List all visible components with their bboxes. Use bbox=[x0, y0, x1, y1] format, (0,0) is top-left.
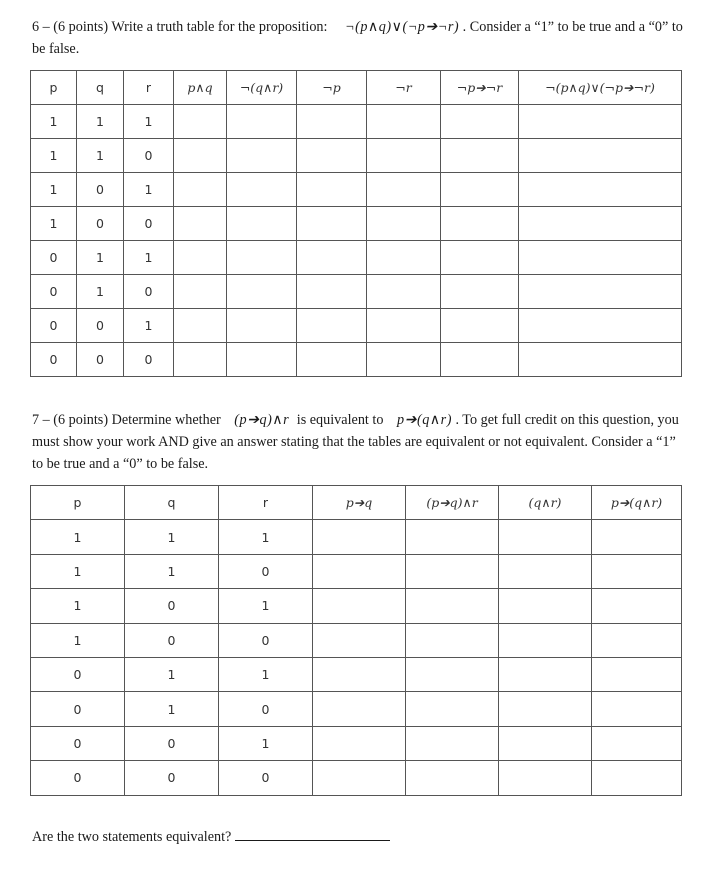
answer-cell[interactable] bbox=[313, 726, 406, 760]
answer-cell[interactable] bbox=[174, 207, 227, 241]
answer-cell[interactable] bbox=[367, 207, 441, 241]
header-cell: r bbox=[124, 71, 174, 105]
answer-cell[interactable] bbox=[592, 554, 682, 588]
table-row bbox=[31, 139, 682, 173]
answer-cell[interactable] bbox=[313, 692, 406, 726]
value-cell: 0 bbox=[124, 139, 174, 173]
answer-cell[interactable] bbox=[592, 692, 682, 726]
answer-cell[interactable] bbox=[174, 105, 227, 139]
truth-table-q7 bbox=[30, 485, 682, 796]
answer-cell[interactable] bbox=[297, 275, 367, 309]
answer-cell[interactable] bbox=[313, 657, 406, 691]
answer-cell[interactable] bbox=[519, 309, 682, 343]
answer-cell[interactable] bbox=[592, 761, 682, 795]
table-row bbox=[31, 275, 682, 309]
answer-cell[interactable] bbox=[313, 554, 406, 588]
header-cell: (q∧r) bbox=[499, 486, 592, 520]
answer-cell[interactable] bbox=[297, 105, 367, 139]
value-cell: 0 bbox=[219, 761, 313, 795]
value-cell: 1 bbox=[77, 275, 124, 309]
answer-cell[interactable] bbox=[592, 657, 682, 691]
answer-cell[interactable] bbox=[592, 726, 682, 760]
value-cell: 1 bbox=[124, 173, 174, 207]
header-cell: ¬p➔¬r bbox=[441, 71, 519, 105]
answer-cell[interactable] bbox=[174, 173, 227, 207]
answer-cell[interactable] bbox=[519, 275, 682, 309]
answer-cell[interactable] bbox=[174, 139, 227, 173]
answer-cell[interactable] bbox=[406, 657, 499, 691]
header-cell: ¬(q∧r) bbox=[227, 71, 297, 105]
answer-cell[interactable] bbox=[499, 761, 592, 795]
answer-cell[interactable] bbox=[406, 554, 499, 588]
answer-cell[interactable] bbox=[592, 520, 682, 554]
question-7-expression-2: p➔(q∧r) bbox=[396, 412, 452, 428]
value-cell: 1 bbox=[77, 241, 124, 275]
header-cell: p∧q bbox=[174, 71, 227, 105]
answer-cell[interactable] bbox=[441, 275, 519, 309]
header-cell: (p➔q)∧r bbox=[406, 486, 499, 520]
value-cell: 0 bbox=[31, 241, 77, 275]
value-cell: 0 bbox=[31, 275, 77, 309]
value-cell: 1 bbox=[124, 105, 174, 139]
value-cell: 1 bbox=[219, 726, 313, 760]
answer-cell[interactable] bbox=[313, 761, 406, 795]
value-cell: 0 bbox=[219, 554, 313, 588]
answer-cell[interactable] bbox=[227, 241, 297, 275]
answer-cell[interactable] bbox=[297, 343, 367, 377]
answer-cell[interactable] bbox=[227, 207, 297, 241]
value-cell: 0 bbox=[31, 309, 77, 343]
value-cell: 0 bbox=[219, 692, 313, 726]
answer-cell[interactable] bbox=[313, 520, 406, 554]
value-cell: 0 bbox=[125, 726, 219, 760]
value-cell: 1 bbox=[219, 520, 313, 554]
header-cell: ¬p bbox=[297, 71, 367, 105]
answer-cell[interactable] bbox=[519, 139, 682, 173]
answer-cell[interactable] bbox=[297, 207, 367, 241]
question-7-intro: 7 – (6 points) Determine whether bbox=[32, 412, 221, 428]
value-cell: 0 bbox=[77, 309, 124, 343]
answer-cell[interactable] bbox=[441, 207, 519, 241]
answer-cell[interactable] bbox=[499, 589, 592, 623]
answer-cell[interactable] bbox=[519, 105, 682, 139]
answer-cell[interactable] bbox=[297, 241, 367, 275]
answer-cell[interactable] bbox=[499, 692, 592, 726]
answer-cell[interactable] bbox=[592, 589, 682, 623]
answer-cell[interactable] bbox=[313, 623, 406, 657]
question-6-prompt bbox=[32, 16, 686, 60]
answer-cell[interactable] bbox=[519, 207, 682, 241]
table-row bbox=[31, 241, 682, 275]
value-cell: 0 bbox=[125, 589, 219, 623]
value-cell: 0 bbox=[77, 343, 124, 377]
header-cell: q bbox=[125, 486, 219, 520]
answer-cell[interactable] bbox=[592, 623, 682, 657]
answer-cell[interactable] bbox=[227, 173, 297, 207]
answer-cell[interactable] bbox=[406, 761, 499, 795]
value-cell: 0 bbox=[31, 726, 125, 760]
answer-cell[interactable] bbox=[367, 139, 441, 173]
table-row bbox=[31, 207, 682, 241]
table-row bbox=[31, 520, 682, 554]
answer-cell[interactable] bbox=[174, 275, 227, 309]
table-row bbox=[31, 105, 682, 139]
value-cell: 1 bbox=[125, 692, 219, 726]
table-row bbox=[31, 623, 682, 657]
value-cell: 1 bbox=[31, 105, 77, 139]
answer-cell[interactable] bbox=[519, 241, 682, 275]
final-question-text: Are the two statements equivalent? bbox=[32, 829, 232, 845]
answer-cell[interactable] bbox=[367, 173, 441, 207]
value-cell: 1 bbox=[31, 139, 77, 173]
answer-cell[interactable] bbox=[297, 173, 367, 207]
value-cell: 1 bbox=[77, 139, 124, 173]
header-cell: p bbox=[31, 486, 125, 520]
table-row bbox=[31, 343, 682, 377]
value-cell: 0 bbox=[77, 173, 124, 207]
answer-cell[interactable] bbox=[227, 139, 297, 173]
header-cell: q bbox=[77, 71, 124, 105]
value-cell: 0 bbox=[77, 207, 124, 241]
answer-cell[interactable] bbox=[441, 309, 519, 343]
value-cell: 0 bbox=[31, 657, 125, 691]
answer-cell[interactable] bbox=[519, 343, 682, 377]
table-header-row bbox=[31, 486, 682, 520]
answer-cell[interactable] bbox=[499, 520, 592, 554]
value-cell: 1 bbox=[219, 657, 313, 691]
answer-cell[interactable] bbox=[441, 241, 519, 275]
table-row bbox=[31, 309, 682, 343]
value-cell: 1 bbox=[31, 520, 125, 554]
answer-cell[interactable] bbox=[406, 589, 499, 623]
value-cell: 0 bbox=[125, 761, 219, 795]
table-row bbox=[31, 554, 682, 588]
table-row bbox=[31, 726, 682, 760]
question-7-instructions: . To get full credit on this question, you must show your work AND give an answer stating that the tables are equivalent or not equivalent. Consider a “1” to be true and a “0” to be false. bbox=[32, 412, 679, 472]
value-cell: 1 bbox=[125, 554, 219, 588]
question-6-intro: 6 – (6 points) Write a truth table for the proposition: bbox=[32, 19, 328, 35]
value-cell: 1 bbox=[77, 105, 124, 139]
answer-cell[interactable] bbox=[367, 105, 441, 139]
value-cell: 0 bbox=[31, 692, 125, 726]
value-cell: 1 bbox=[125, 520, 219, 554]
value-cell: 1 bbox=[124, 309, 174, 343]
answer-cell[interactable] bbox=[519, 173, 682, 207]
answer-cell[interactable] bbox=[406, 623, 499, 657]
value-cell: 1 bbox=[31, 589, 125, 623]
table-row bbox=[31, 657, 682, 691]
value-cell: 0 bbox=[31, 343, 77, 377]
answer-cell[interactable] bbox=[227, 343, 297, 377]
value-cell: 1 bbox=[124, 241, 174, 275]
answer-cell[interactable] bbox=[406, 520, 499, 554]
value-cell: 0 bbox=[125, 623, 219, 657]
answer-cell[interactable] bbox=[441, 173, 519, 207]
value-cell: 0 bbox=[124, 207, 174, 241]
value-cell: 1 bbox=[125, 657, 219, 691]
header-cell: r bbox=[219, 486, 313, 520]
value-cell: 0 bbox=[31, 761, 125, 795]
value-cell: 0 bbox=[124, 275, 174, 309]
final-question bbox=[32, 826, 390, 846]
answer-cell[interactable] bbox=[499, 554, 592, 588]
answer-cell[interactable] bbox=[499, 657, 592, 691]
header-cell: ¬(p∧q)∨(¬p➔¬r) bbox=[519, 71, 682, 105]
answer-cell[interactable] bbox=[367, 275, 441, 309]
question-7-expression-1: (p➔q)∧r bbox=[234, 412, 290, 428]
table-row bbox=[31, 692, 682, 726]
truth-table-q6 bbox=[30, 70, 682, 377]
answer-cell[interactable] bbox=[441, 343, 519, 377]
header-cell: p➔(q∧r) bbox=[592, 486, 682, 520]
value-cell: 0 bbox=[219, 623, 313, 657]
header-cell: ¬r bbox=[367, 71, 441, 105]
header-cell: p bbox=[31, 71, 77, 105]
answer-blank[interactable] bbox=[235, 826, 390, 841]
answer-cell[interactable] bbox=[313, 589, 406, 623]
answer-cell[interactable] bbox=[441, 139, 519, 173]
question-6-expression: ¬(p∧q)∨(¬p➔¬r) bbox=[345, 19, 460, 35]
value-cell: 1 bbox=[219, 589, 313, 623]
answer-cell[interactable] bbox=[174, 343, 227, 377]
value-cell: 1 bbox=[31, 207, 77, 241]
answer-cell[interactable] bbox=[227, 309, 297, 343]
answer-cell[interactable] bbox=[367, 241, 441, 275]
answer-cell[interactable] bbox=[499, 623, 592, 657]
answer-cell[interactable] bbox=[406, 692, 499, 726]
answer-cell[interactable] bbox=[227, 275, 297, 309]
answer-cell[interactable] bbox=[367, 343, 441, 377]
value-cell: 1 bbox=[31, 554, 125, 588]
table-row bbox=[31, 173, 682, 207]
answer-cell[interactable] bbox=[297, 139, 367, 173]
table-row bbox=[31, 761, 682, 795]
answer-cell[interactable] bbox=[297, 309, 367, 343]
table-header-row bbox=[31, 71, 682, 105]
table-row bbox=[31, 589, 682, 623]
answer-cell[interactable] bbox=[499, 726, 592, 760]
question-7-prompt bbox=[32, 409, 686, 475]
answer-cell[interactable] bbox=[367, 309, 441, 343]
value-cell: 1 bbox=[31, 173, 77, 207]
answer-cell[interactable] bbox=[174, 241, 227, 275]
answer-cell[interactable] bbox=[406, 726, 499, 760]
question-7-connector: is equivalent to bbox=[296, 412, 384, 428]
header-cell: p➔q bbox=[313, 486, 406, 520]
value-cell: 1 bbox=[31, 623, 125, 657]
answer-cell[interactable] bbox=[174, 309, 227, 343]
answer-cell[interactable] bbox=[227, 105, 297, 139]
question-6-instructions: . Consider a “1” to be true and a “0” to be false. bbox=[32, 19, 683, 57]
answer-cell[interactable] bbox=[441, 105, 519, 139]
value-cell: 0 bbox=[124, 343, 174, 377]
